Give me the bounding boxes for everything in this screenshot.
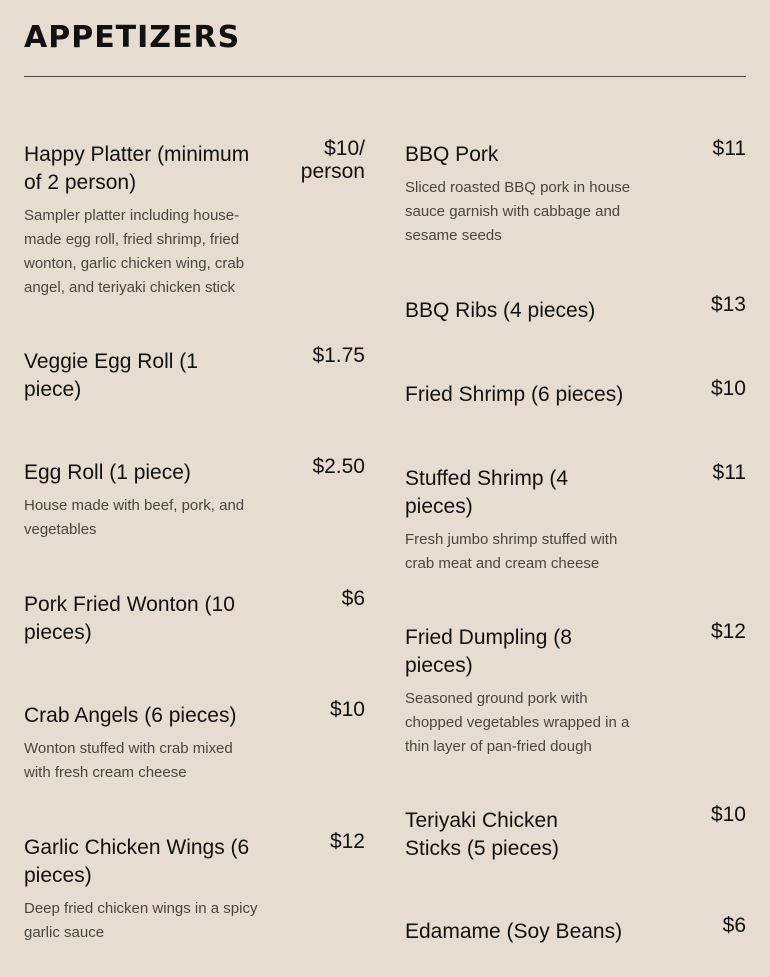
item-description: Seasoned ground pork with chopped vegetables wrapped in a thin layer of pan-fried dough	[405, 690, 630, 755]
menu-item-stuffed-shrimp	[405, 461, 746, 576]
item-price: $11	[712, 137, 746, 160]
item-price: $10/ person	[300, 137, 365, 183]
menu-item-bbq-ribs	[405, 293, 746, 325]
menu-item-garlic-chicken-wings	[24, 830, 365, 945]
item-description: House made with beef, pork, and vegetables	[24, 497, 245, 538]
item-name: Pork Fried Wonton (10 pieces)	[24, 593, 235, 644]
menu-item-edamame	[405, 914, 746, 946]
menu-item-happy-platter	[24, 137, 365, 300]
item-name: Egg Roll (1 piece)	[24, 461, 191, 484]
item-price: $10	[710, 377, 746, 400]
item-name: Veggie Egg Roll (1 piece)	[24, 350, 198, 401]
menu-item-bbq-pork	[405, 137, 746, 248]
menu-item-fried-dumpling	[405, 620, 746, 759]
item-name: Stuffed Shrimp (4 pieces)	[405, 467, 569, 518]
item-name: Crab Angels (6 pieces)	[24, 704, 237, 727]
item-name: BBQ Ribs (4 pieces)	[405, 299, 596, 322]
section-divider	[24, 76, 746, 77]
menu-item-egg-roll	[24, 455, 365, 542]
item-price: $12	[710, 620, 746, 643]
item-price: $2.50	[312, 455, 365, 478]
item-description: Wonton stuffed with crab mixed with fresh cream cheese	[24, 740, 233, 781]
item-name: BBQ Pork	[405, 143, 499, 166]
item-name: Garlic Chicken Wings (6 pieces)	[24, 836, 250, 887]
menu-item-teriyaki-chicken-sticks	[405, 803, 746, 863]
menu-item-pork-fried-wonton	[24, 587, 365, 647]
menu-item-fried-shrimp	[405, 377, 746, 409]
item-description: Sampler platter including house-made egg roll, fried shrimp, fried wonton, garlic chicken wing, crab angel, and teriyaki chicken stick	[24, 207, 245, 296]
item-price: $13	[710, 293, 746, 316]
item-description: Sliced roasted BBQ pork in house sauce garnish with cabbage and sesame seeds	[405, 179, 631, 244]
item-price: $12	[329, 830, 365, 853]
menu-item-crab-angels	[24, 698, 365, 785]
item-name: Edamame (Soy Beans)	[405, 920, 623, 943]
item-name: Happy Platter (minimum of 2 person)	[24, 143, 250, 194]
item-description: Deep fried chicken wings in a spicy garlic sauce	[24, 900, 258, 941]
item-name: Fried Shrimp (6 pieces)	[405, 383, 624, 406]
item-price: $6	[722, 914, 746, 937]
item-name: Fried Dumpling (8 pieces)	[405, 626, 572, 677]
section-title: APPETIZERS	[24, 20, 241, 55]
item-price: $10	[329, 698, 365, 721]
item-price: $6	[341, 587, 365, 610]
item-description: Fresh jumbo shrimp stuffed with crab meat and cream cheese	[405, 531, 618, 572]
menu-item-veggie-egg-roll	[24, 344, 365, 404]
item-price: $10	[710, 803, 746, 826]
item-name: Teriyaki Chicken Sticks (5 pieces)	[405, 809, 560, 860]
item-price: $1.75	[312, 344, 365, 367]
item-price: $11	[712, 461, 746, 484]
